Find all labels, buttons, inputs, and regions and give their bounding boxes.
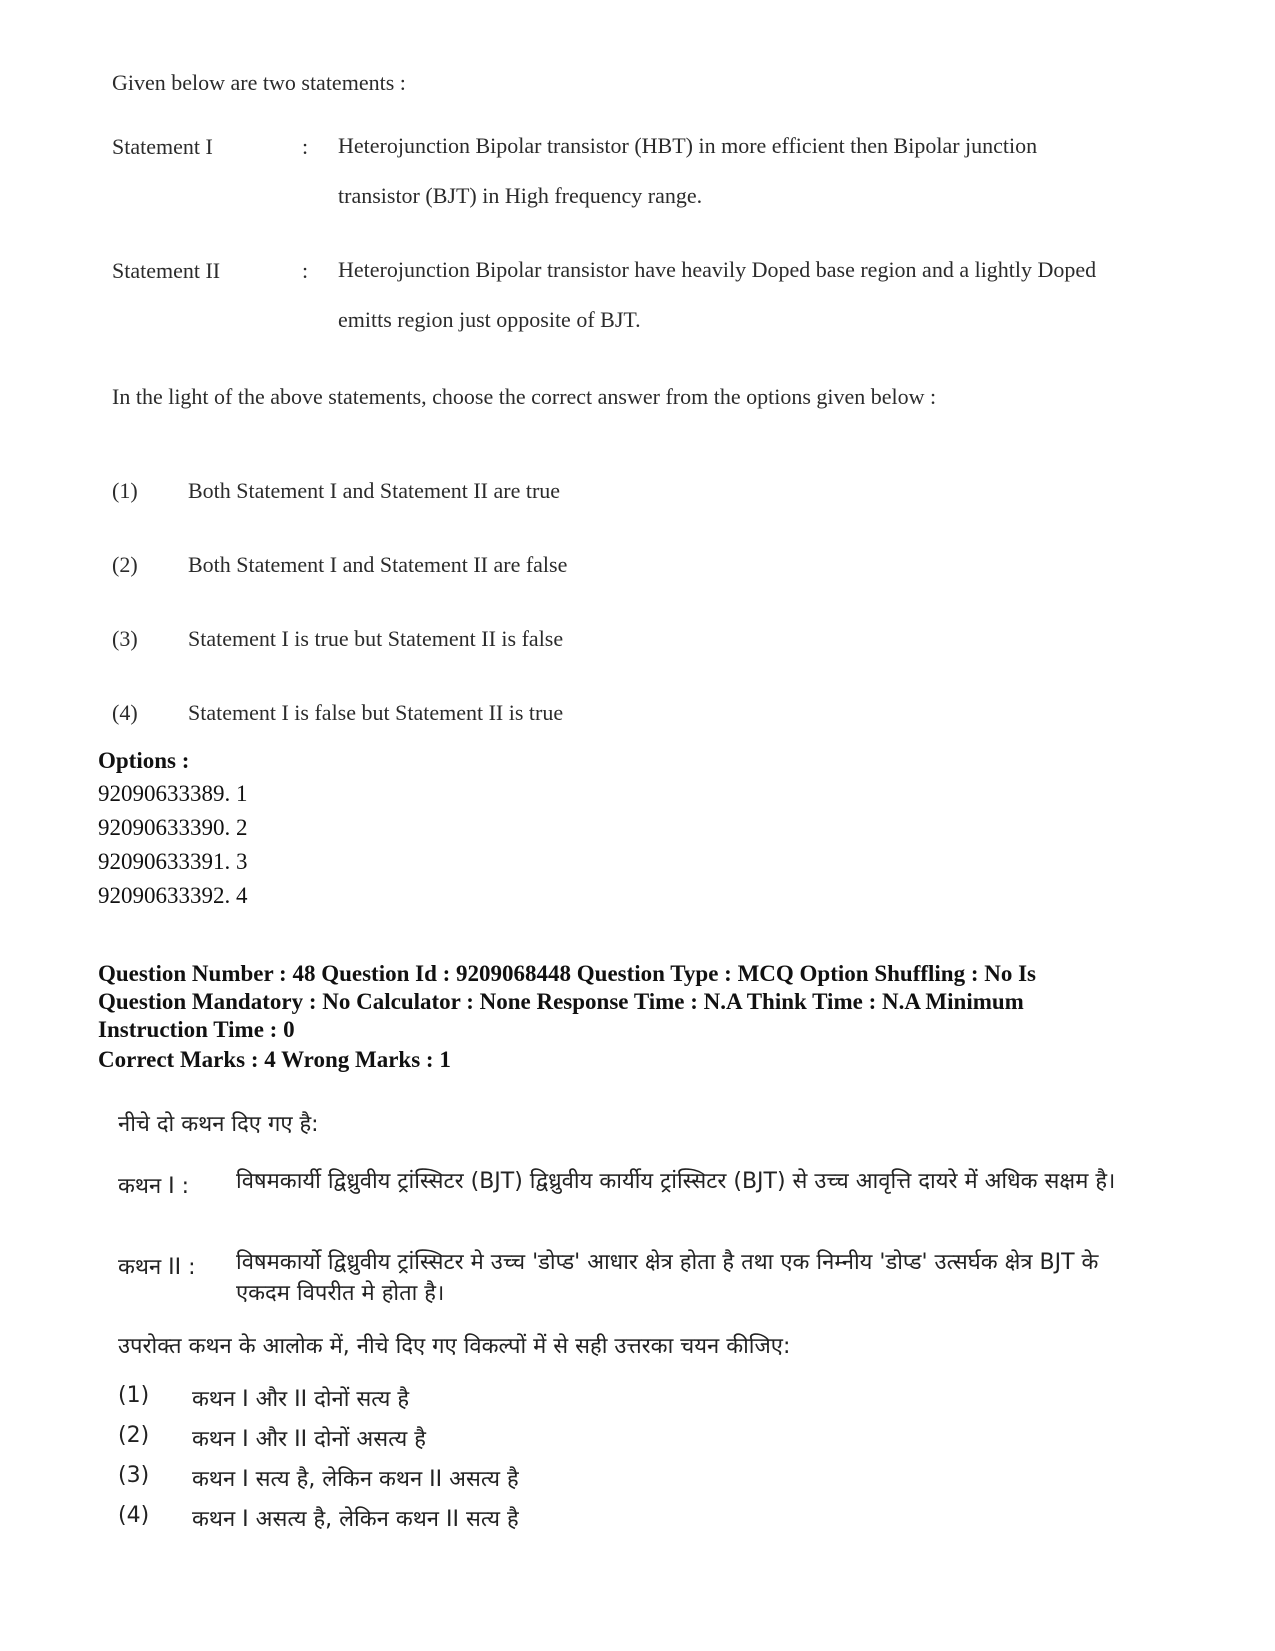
answer-option-number: (3) <box>112 626 138 651</box>
hindi-option-number: (1) <box>118 1383 150 1408</box>
hindi-option-number: (4) <box>118 1503 150 1528</box>
hindi-statement-2-label: कथन II : <box>118 1255 196 1280</box>
statement-1-label: Statement I <box>112 134 213 159</box>
statement-1-colon: : <box>302 134 309 159</box>
statement-2-text: Heterojunction Bipolar transistor have heavily Doped base region and a lightly Doped emitts region just opposite of BJT. <box>338 257 1097 332</box>
hindi-statement-2-text: विषमकार्यो द्विध्रुवीय ट्रांस्सिटर मे उच्च 'डोप्ड' आधार क्षेत्र होता है तथा एक निम्नीय 'डोप्ड' उत्सर्घक क्षेत्र BJT के एकदम विपरीत मे होता है। <box>236 1250 1099 1306</box>
statement-1-text: Heterojunction Bipolar transistor (HBT) in more efficient then Bipolar junction transistor (BJT) in High frequency range. <box>338 133 1038 208</box>
hindi-statement-1-label: कथन I : <box>118 1174 190 1199</box>
answer-option-number: (1) <box>112 478 138 503</box>
question-meta: Question Number : 48 Question Id : 9209068448 Question Type : MCQ Option Shuffling : No Is Question Mandatory : No Calculator : None Response Time : N.A Think Time : N.A Minimum Instruction Time : 0 <box>98 961 1037 1042</box>
hindi-intro: नीचे दो कथन दिए गए है: <box>118 1112 319 1137</box>
answer-option-number: (2) <box>112 552 138 577</box>
hindi-statement-1-text: विषमकार्यी द्विध्रुवीय ट्रांस्सिटर (BJT) द्विध्रुवीय कार्यीय ट्रांस्सिटर (BJT) से उच्च आवृत्ति दायरे में अधिक सक्षम है। <box>236 1169 1116 1194</box>
options-list <box>98 745 248 913</box>
answer-option-text: Both Statement I and Statement II are true <box>188 478 561 503</box>
option-id-row: 92090633390. 2 <box>98 815 248 840</box>
option-id-row: 92090633389. 1 <box>98 781 248 806</box>
hindi-option-number: (2) <box>118 1423 150 1448</box>
statement-2-colon: : <box>302 258 309 283</box>
question-intro: Given below are two statements : <box>112 70 406 95</box>
option-id-row: 92090633392. 4 <box>98 883 248 908</box>
statement-2-label: Statement II <box>112 258 221 283</box>
question-marks: Correct Marks : 4 Wrong Marks : 1 <box>98 1047 451 1072</box>
options-header: Options : <box>98 748 190 773</box>
answer-option-text: Statement I is true but Statement II is false <box>188 626 564 651</box>
hindi-option-number: (3) <box>118 1463 150 1488</box>
hindi-option-text: कथन I असत्य है, लेकिन कथन II सत्य है <box>192 1507 519 1532</box>
option-id-row: 92090633391. 3 <box>98 849 248 874</box>
question-prompt: In the light of the above statements, choose the correct answer from the options given below : <box>112 384 937 409</box>
answer-option-number: (4) <box>112 700 138 725</box>
answer-option-text: Both Statement I and Statement II are false <box>188 552 568 577</box>
hindi-option-text: कथन I और II दोनों सत्य है <box>192 1387 410 1412</box>
answer-option-text: Statement I is false but Statement II is true <box>188 700 564 725</box>
hindi-option-text: कथन I और II दोनों असत्य है <box>192 1427 426 1452</box>
hindi-prompt: उपरोक्त कथन के आलोक में, नीचे दिए गए विकल्पों में से सही उत्तरका चयन कीजिए: <box>118 1334 791 1359</box>
hindi-option-text: कथन I सत्य है, लेकिन कथन II असत्य है <box>192 1467 519 1492</box>
